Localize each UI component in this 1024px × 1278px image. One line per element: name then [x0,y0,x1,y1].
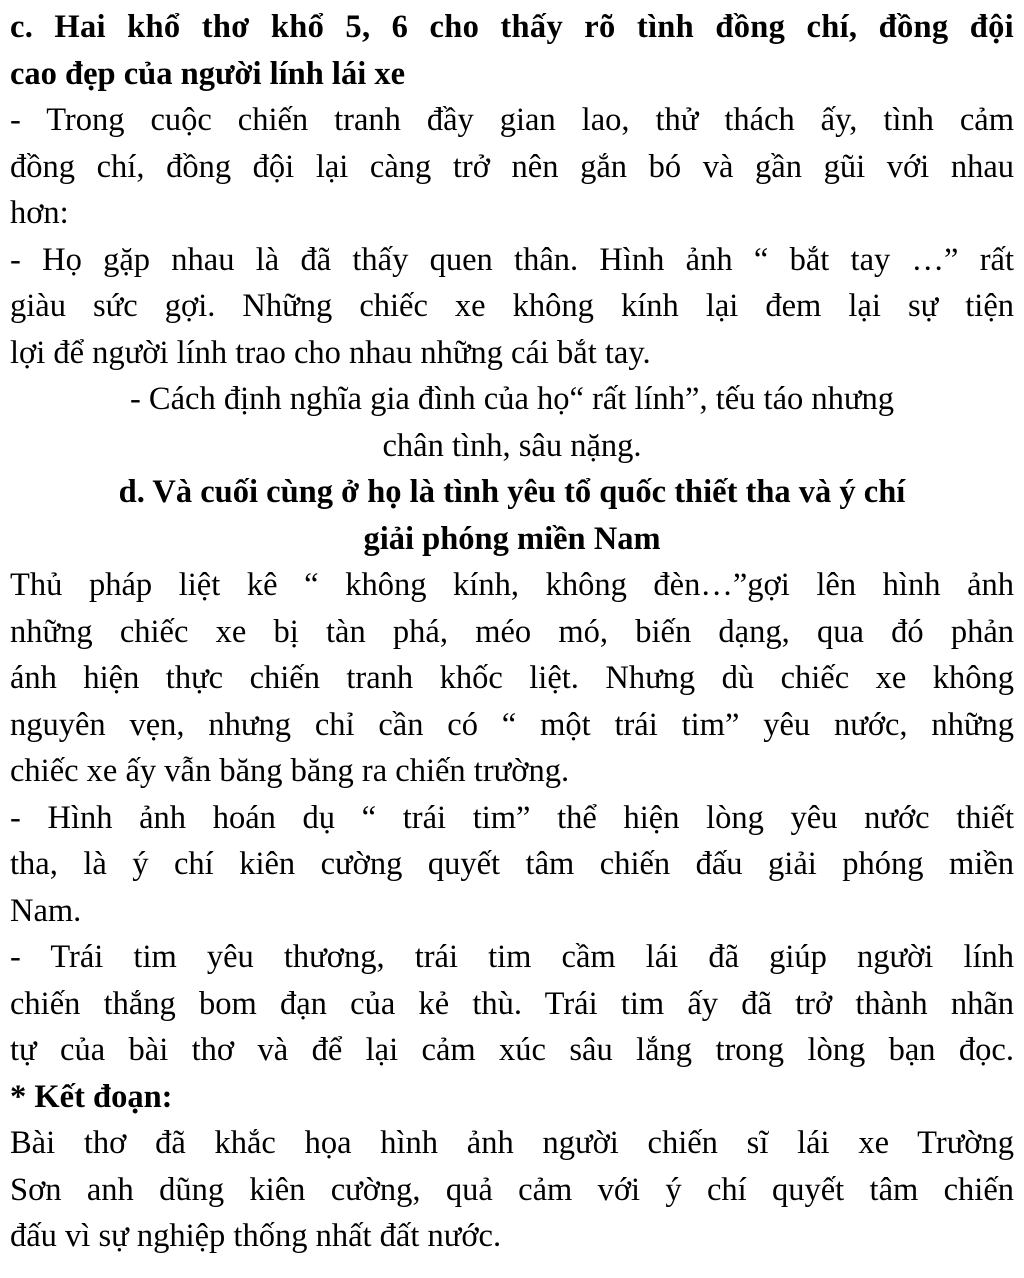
section-c-paragraph-3 [10,376,1014,469]
section-c-heading [10,4,1014,97]
section-c-paragraph-2 [10,237,1014,377]
section-c-heading-line: cao đẹp của người lính lái xe [10,55,406,92]
paragraph-line: Sơn anh dũng kiên cường, quả cảm với ý chí quyết tâm chiến [10,1171,1014,1208]
paragraph-line: hơn: [10,195,69,231]
paragraph-line: nguyên vẹn, nhưng chỉ cần có “ một trái tim” yêu nước, những [10,706,1014,743]
paragraph-line: lợi để người lính trao cho nhau những cái bắt tay. [10,334,651,371]
paragraph-line: ánh hiện thực chiến tranh khốc liệt. Nhưng dù chiếc xe không [10,660,1014,696]
paragraph-line: tha, là ý chí kiên cường quyết tâm chiến đấu giải phóng miền [10,846,1014,882]
section-d-heading [10,469,1014,562]
section-c-heading-line: c. Hai khổ thơ khổ 5, 6 cho thấy rõ tình đồng chí, đồng đội [10,9,1014,45]
section-d-heading-line: d. Và cuối cùng ở họ là tình yêu tổ quốc thiết tha và ý chí [118,474,906,510]
paragraph-line: những chiếc xe bị tàn phá, méo mó, biến dạng, qua đó phản [10,613,1014,650]
paragraph-line: - Cách định nghĩa gia đình của họ“ rất lính”, tếu táo nhưng [129,381,894,417]
paragraph-line: đồng chí, đồng đội lại càng trở nên gắn bó và gần gũi với nhau [10,148,1014,185]
document-page [10,4,1014,1260]
conclusion-section [10,1074,1014,1260]
paragraph-line: Nam. [10,892,82,929]
paragraph-line: - Trong cuộc chiến tranh đầy gian lao, thử thách ấy, tình cảm [10,102,1014,138]
conclusion-heading: * Kết đoạn: [10,1078,173,1115]
paragraph-line: - Hình ảnh hoán dụ “ trái tim” thể hiện lòng yêu nước thiết [10,799,1014,836]
section-c-paragraph-1 [10,97,1014,237]
paragraph-line: - Trái tim yêu thương, trái tim cầm lái đã giúp người lính [10,939,1014,975]
paragraph-line: chiến thắng bom đạn của kẻ thù. Trái tim ấy đã trở thành nhãn [10,985,1014,1022]
paragraph-line: - Họ gặp nhau là đã thấy quen thân. Hình ảnh “ bắt tay …” rất [10,241,1014,278]
paragraph-line: chiếc xe ấy vẫn băng băng ra chiến trường. [10,753,570,789]
paragraph-line: chân tình, sâu nặng. [382,427,642,464]
section-d-heading-line: giải phóng miền Nam [363,520,661,557]
paragraph-line: Thủ pháp liệt kê “ không kính, không đèn…”gợi lên hình ảnh [10,567,1014,603]
paragraph-line: giàu sức gợi. Những chiếc xe không kính lại đem lại sự tiện [10,288,1014,324]
paragraph-line: tự của bài thơ và để lại cảm xúc sâu lắng trong lòng bạn đọc. [10,1032,1014,1068]
section-d-paragraph-2 [10,795,1014,935]
section-d-paragraph-1 [10,562,1014,795]
paragraph-line: Bài thơ đã khắc họa hình ảnh người chiến sĩ lái xe Trường [10,1125,1014,1161]
paragraph-line: đấu vì sự nghiệp thống nhất đất nước. [10,1218,502,1254]
section-d-paragraph-3 [10,934,1014,1074]
